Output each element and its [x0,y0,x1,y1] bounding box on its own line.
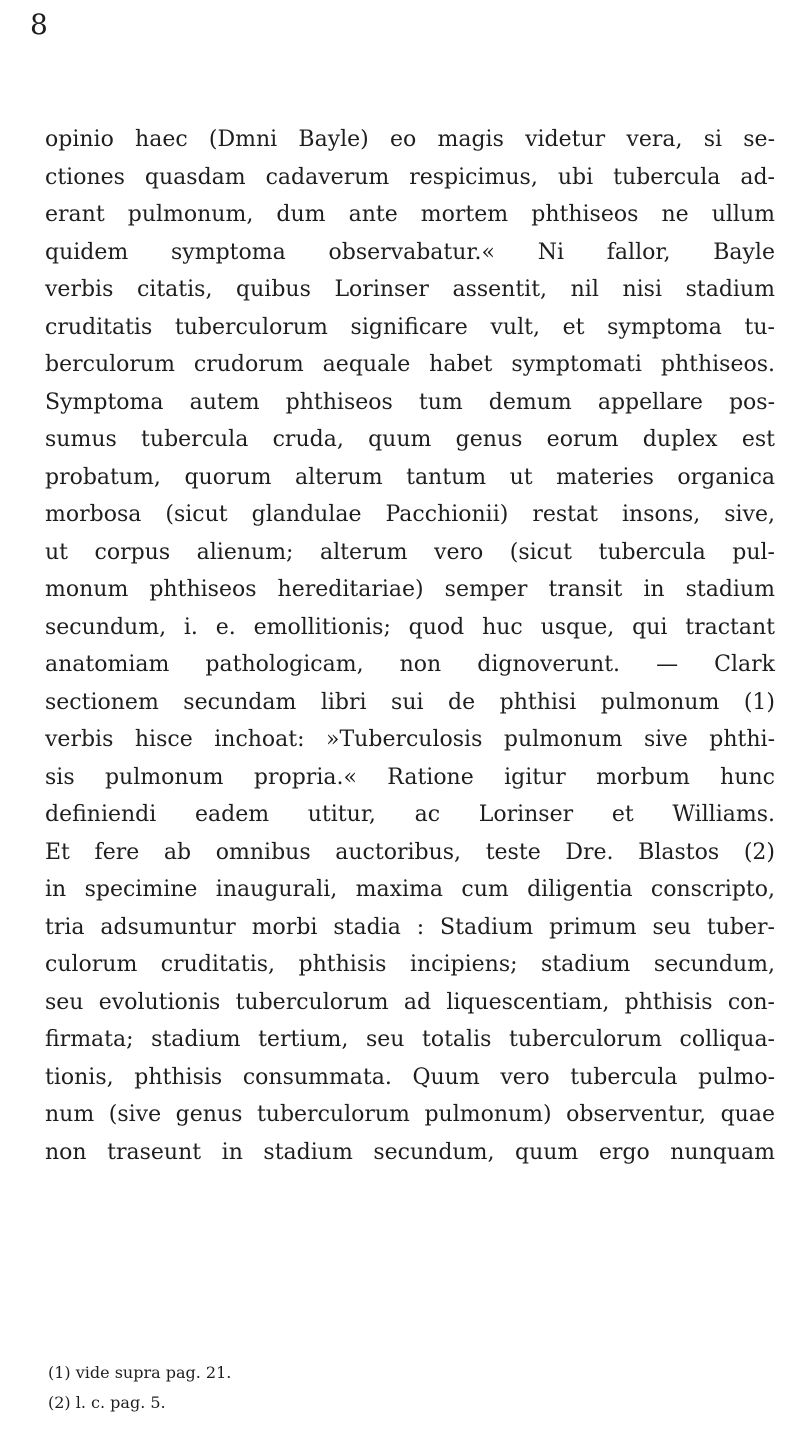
text-line: cruditatis tuberculorum significare vult, et symptoma tu- [45,314,775,340]
text-line: ctiones quasdam cadaverum respicimus, ubi tubercula ad- [45,164,775,190]
text-line: sectionem secundam libri sui de phthisi pulmonum (1) [45,689,775,715]
footnote: (2) l. c. pag. 5. [48,1393,166,1412]
body-text [45,121,775,1171]
page-number: 8 [30,8,48,41]
text-line: berculorum crudorum aequale habet symptomati phthiseos. [45,352,775,377]
text-line: sumus tubercula cruda, quum genus eorum duplex est [45,427,775,452]
text-line: tionis, phthisis consummata. Quum vero tubercula pulmo- [45,1064,775,1090]
text-line: monum phthiseos hereditariae) semper transit in stadium [45,577,775,602]
text-line: tria adsumuntur morbi stadia : Stadium primum seu tuber- [45,914,775,940]
text-line: anatomiam pathologicam, non dignoverunt. — Clark [45,652,775,677]
text-line: morbosa (sicut glandulae Pacchionii) restat insons, sive, [45,502,775,527]
text-line: sis pulmonum propria.« Ratione igitur morbum hunc [45,764,775,790]
text-line: definiendi eadem utitur, ac Lorinser et Williams. [45,802,775,827]
text-line: non traseunt in stadium secundum, quum ergo nunquam [45,1139,775,1165]
text-line: erant pulmonum, dum ante mortem phthiseos ne ullum [45,202,775,227]
text-line: quidem symptoma observabatur.« Ni fallor, Bayle [45,239,775,265]
text-line: seu evolutionis tuberculorum ad liquescentiam, phthisis con- [45,989,775,1015]
text-line: probatum, quorum alterum tantum ut materies organica [45,464,775,490]
text-line: firmata; stadium tertium, seu totalis tuberculorum colliqua- [45,1027,775,1052]
text-line: verbis citatis, quibus Lorinser assentit, nil nisi stadium [45,277,775,302]
text-line: secundum, i. e. emollitionis; quod huc usque, qui tractant [45,614,775,640]
footnote: (1) vide supra pag. 21. [48,1363,232,1382]
text-line: Et fere ab omnibus auctoribus, teste Dre. Blastos (2) [45,839,775,865]
footnotes [48,1358,231,1418]
text-line: ut corpus alienum; alterum vero (sicut tubercula pul- [45,539,775,565]
text-line: num (sive genus tuberculorum pulmonum) observentur, quae [45,1102,775,1127]
text-line: culorum cruditatis, phthisis incipiens; stadium secundum, [45,952,775,977]
text-line: opinio haec (Dmni Bayle) eo magis videtur vera, si se- [45,127,775,152]
text-line: in specimine inaugurali, maxima cum diligentia conscripto, [45,877,775,902]
text-line: Symptoma autem phthiseos tum demum appellare pos- [45,389,775,415]
text-line: verbis hisce inchoat: »Tuberculosis pulmonum sive phthi- [45,727,775,752]
